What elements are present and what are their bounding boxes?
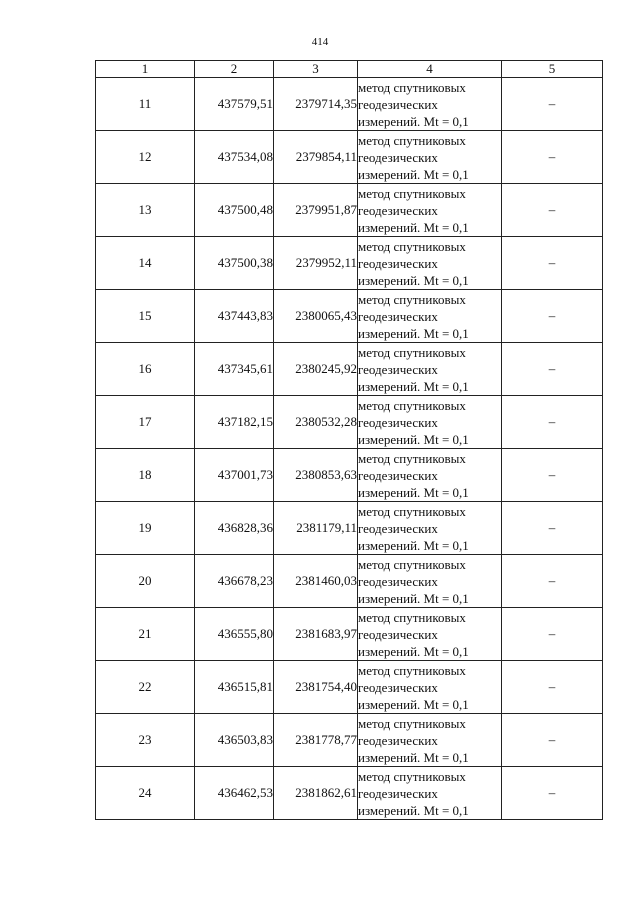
method-line: метод спутниковых xyxy=(358,238,466,254)
y-coordinate-cell: 2381862,61 xyxy=(274,767,358,820)
x-coordinate-cell: 436555,80 xyxy=(195,608,274,661)
method-cell xyxy=(358,343,502,396)
point-number-cell: 13 xyxy=(96,184,195,237)
method-line: метод спутниковых xyxy=(358,715,466,731)
x-coordinate-cell: 437182,15 xyxy=(195,396,274,449)
y-coordinate-cell: 2381778,77 xyxy=(274,714,358,767)
method-line: геодезических xyxy=(358,467,438,483)
method-line: измерений. Mt = 0,1 xyxy=(358,484,469,500)
method-line: геодезических xyxy=(358,732,438,748)
point-number-cell: 11 xyxy=(96,78,195,131)
method-line: геодезических xyxy=(358,202,438,218)
table-row xyxy=(96,608,603,661)
note-cell: – xyxy=(502,608,603,661)
column-header-4: 4 xyxy=(358,61,502,78)
table-row xyxy=(96,555,603,608)
method-line: измерений. Mt = 0,1 xyxy=(358,643,469,659)
method-line: измерений. Mt = 0,1 xyxy=(358,802,469,818)
method-line: метод спутниковых xyxy=(358,79,466,95)
method-line: измерений. Mt = 0,1 xyxy=(358,749,469,765)
method-line: метод спутниковых xyxy=(358,503,466,519)
y-coordinate-cell: 2380065,43 xyxy=(274,290,358,343)
method-cell xyxy=(358,78,502,131)
table-row xyxy=(96,78,603,131)
x-coordinate-cell: 436828,36 xyxy=(195,502,274,555)
method-cell xyxy=(358,714,502,767)
point-number-cell: 22 xyxy=(96,661,195,714)
x-coordinate-cell: 436462,53 xyxy=(195,767,274,820)
note-cell: – xyxy=(502,78,603,131)
y-coordinate-cell: 2381683,97 xyxy=(274,608,358,661)
method-line: измерений. Mt = 0,1 xyxy=(358,431,469,447)
x-coordinate-cell: 437345,61 xyxy=(195,343,274,396)
y-coordinate-cell: 2380532,28 xyxy=(274,396,358,449)
method-line: измерений. Mt = 0,1 xyxy=(358,378,469,394)
method-line: геодезических xyxy=(358,361,438,377)
method-cell xyxy=(358,396,502,449)
note-cell: – xyxy=(502,184,603,237)
method-cell xyxy=(358,184,502,237)
method-cell xyxy=(358,767,502,820)
method-line: метод спутниковых xyxy=(358,344,466,360)
method-line: метод спутниковых xyxy=(358,662,466,678)
method-line: измерений. Mt = 0,1 xyxy=(358,113,469,129)
method-line: измерений. Mt = 0,1 xyxy=(358,537,469,553)
method-line: метод спутниковых xyxy=(358,609,466,625)
x-coordinate-cell: 436678,23 xyxy=(195,555,274,608)
method-line: геодезических xyxy=(358,520,438,536)
table-row xyxy=(96,449,603,502)
x-coordinate-cell: 436515,81 xyxy=(195,661,274,714)
point-number-cell: 19 xyxy=(96,502,195,555)
y-coordinate-cell: 2380853,63 xyxy=(274,449,358,502)
method-cell xyxy=(358,608,502,661)
method-cell xyxy=(358,555,502,608)
x-coordinate-cell: 437534,08 xyxy=(195,131,274,184)
method-line: геодезических xyxy=(358,96,438,112)
method-line: метод спутниковых xyxy=(358,768,466,784)
note-cell: – xyxy=(502,237,603,290)
method-line: измерений. Mt = 0,1 xyxy=(358,696,469,712)
table-row xyxy=(96,714,603,767)
note-cell: – xyxy=(502,661,603,714)
table-row xyxy=(96,237,603,290)
point-number-cell: 16 xyxy=(96,343,195,396)
method-cell xyxy=(358,290,502,343)
method-line: геодезических xyxy=(358,679,438,695)
method-line: метод спутниковых xyxy=(358,132,466,148)
column-header-2: 2 xyxy=(195,61,274,78)
y-coordinate-cell: 2381754,40 xyxy=(274,661,358,714)
method-line: геодезических xyxy=(358,308,438,324)
column-header-1: 1 xyxy=(96,61,195,78)
x-coordinate-cell: 437001,73 xyxy=(195,449,274,502)
y-coordinate-cell: 2381179,11 xyxy=(274,502,358,555)
point-number-cell: 18 xyxy=(96,449,195,502)
point-number-cell: 14 xyxy=(96,237,195,290)
page-number: 414 xyxy=(311,36,329,48)
column-header-3: 3 xyxy=(274,61,358,78)
method-cell xyxy=(358,237,502,290)
method-line: измерений. Mt = 0,1 xyxy=(358,272,469,288)
method-line: метод спутниковых xyxy=(358,291,466,307)
note-cell: – xyxy=(502,555,603,608)
note-cell: – xyxy=(502,131,603,184)
method-line: метод спутниковых xyxy=(358,397,466,413)
method-line: геодезических xyxy=(358,149,438,165)
method-cell xyxy=(358,661,502,714)
point-number-cell: 24 xyxy=(96,767,195,820)
method-line: геодезических xyxy=(358,255,438,271)
y-coordinate-cell: 2379854,11 xyxy=(274,131,358,184)
x-coordinate-cell: 437500,48 xyxy=(195,184,274,237)
note-cell: – xyxy=(502,767,603,820)
method-line: измерений. Mt = 0,1 xyxy=(358,325,469,341)
table-row xyxy=(96,661,603,714)
coordinates-table xyxy=(95,60,603,820)
table-header-row xyxy=(96,61,603,78)
y-coordinate-cell: 2379951,87 xyxy=(274,184,358,237)
note-cell: – xyxy=(502,714,603,767)
table-row xyxy=(96,131,603,184)
y-coordinate-cell: 2379714,35 xyxy=(274,78,358,131)
x-coordinate-cell: 437579,51 xyxy=(195,78,274,131)
method-line: геодезических xyxy=(358,785,438,801)
x-coordinate-cell: 436503,83 xyxy=(195,714,274,767)
point-number-cell: 12 xyxy=(96,131,195,184)
method-cell xyxy=(358,131,502,184)
note-cell: – xyxy=(502,502,603,555)
point-number-cell: 20 xyxy=(96,555,195,608)
table-row xyxy=(96,184,603,237)
method-line: метод спутниковых xyxy=(358,556,466,572)
method-line: геодезических xyxy=(358,414,438,430)
point-number-cell: 17 xyxy=(96,396,195,449)
table-row xyxy=(96,502,603,555)
column-header-5: 5 xyxy=(502,61,603,78)
note-cell: – xyxy=(502,290,603,343)
note-cell: – xyxy=(502,343,603,396)
note-cell: – xyxy=(502,396,603,449)
method-line: метод спутниковых xyxy=(358,185,466,201)
method-line: геодезических xyxy=(358,626,438,642)
note-cell: – xyxy=(502,449,603,502)
x-coordinate-cell: 437443,83 xyxy=(195,290,274,343)
point-number-cell: 23 xyxy=(96,714,195,767)
method-line: метод спутниковых xyxy=(358,450,466,466)
method-cell xyxy=(358,502,502,555)
method-line: измерений. Mt = 0,1 xyxy=(358,166,469,182)
y-coordinate-cell: 2379952,11 xyxy=(274,237,358,290)
method-cell xyxy=(358,449,502,502)
y-coordinate-cell: 2381460,03 xyxy=(274,555,358,608)
table-row xyxy=(96,343,603,396)
table-row xyxy=(96,396,603,449)
y-coordinate-cell: 2380245,92 xyxy=(274,343,358,396)
point-number-cell: 15 xyxy=(96,290,195,343)
table-row xyxy=(96,767,603,820)
method-line: геодезических xyxy=(358,573,438,589)
method-line: измерений. Mt = 0,1 xyxy=(358,590,469,606)
x-coordinate-cell: 437500,38 xyxy=(195,237,274,290)
table-row xyxy=(96,290,603,343)
method-line: измерений. Mt = 0,1 xyxy=(358,219,469,235)
table-body xyxy=(96,78,603,820)
point-number-cell: 21 xyxy=(96,608,195,661)
